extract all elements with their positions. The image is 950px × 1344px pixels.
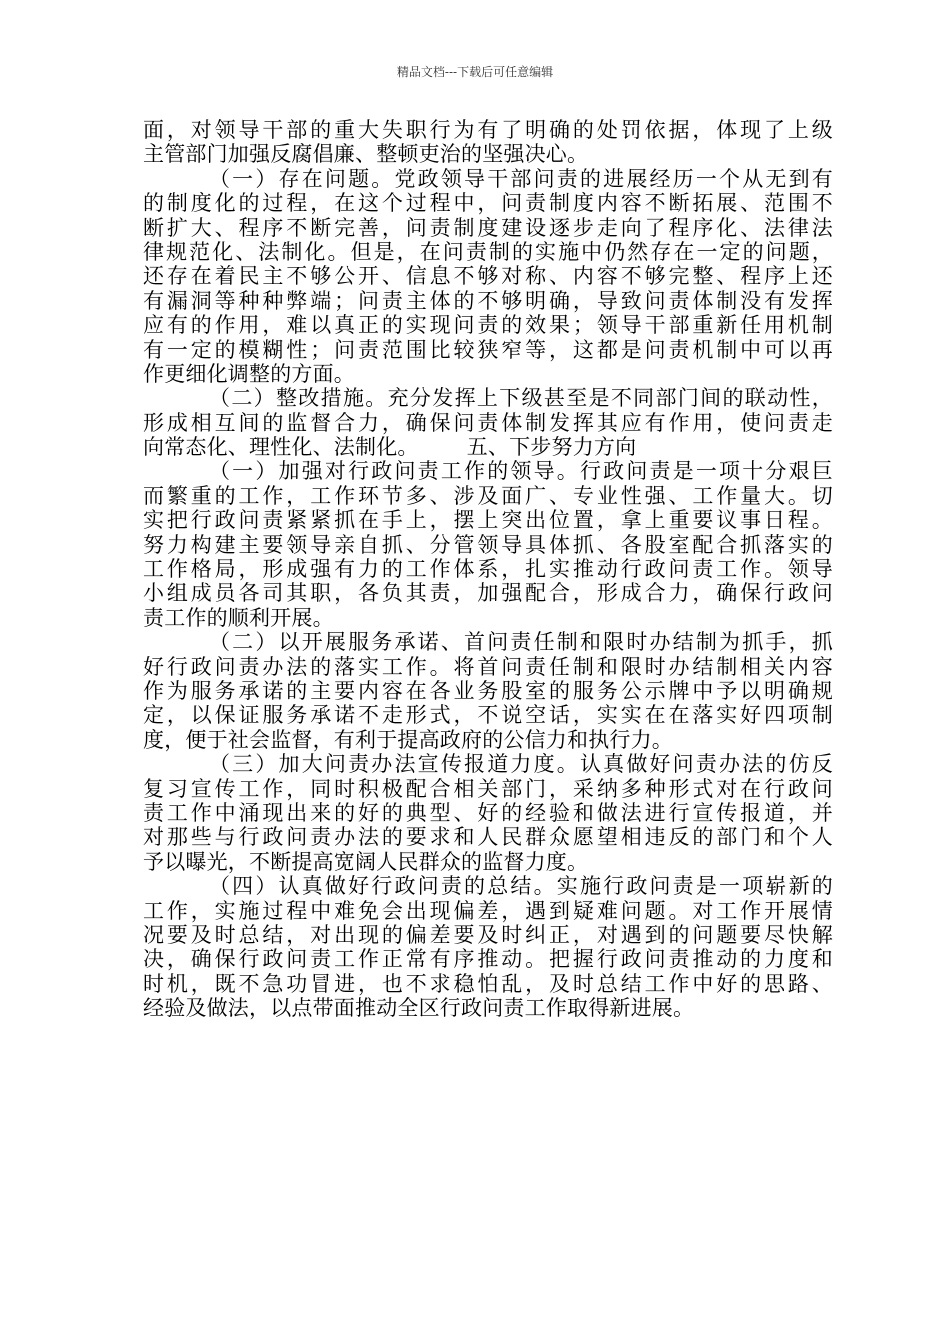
paragraph-start-line: （四）认真做好行政问责的总结。实施行政问责是一项崭新的 — [209, 874, 833, 899]
text-line: 工作，实施过程中难免会出现偏差，遇到疑难问题。对工作开展情 — [143, 898, 833, 923]
text-line: 好行政问责办法的落实工作。将首问责任制和限时办结制相关内容 — [143, 654, 833, 679]
text-line: 努力构建主要领导亲自抓、分管领导具体抓、各股室配合抓落实的 — [143, 532, 833, 557]
text-line: 度，便于社会监督，有利于提高政府的公信力和执行力。 — [143, 727, 673, 752]
text-line: 主管部门加强反腐倡廉、整顿吏治的坚强决心。 — [143, 142, 589, 167]
text-line: 工作格局，形成强有力的工作体系，扎实推动行政问责工作。领导 — [143, 557, 833, 582]
text-line: 复习宣传工作，同时积极配合相关部门，采纳多种形式对在行政问 — [143, 776, 833, 801]
text-line: 面，对领导干部的重大失职行为有了明确的处罚依据，体现了上级 — [143, 118, 833, 142]
text-line: 作更细化调整的方面。 — [143, 361, 355, 386]
text-line: 责工作中涌现出来的好的典型、好的经验和做法进行宣传报道，并 — [143, 800, 833, 825]
paragraph-start-line: （二）以开展服务承诺、首问责任制和限时办结制为抓手，抓 — [209, 630, 833, 655]
text-line: 定，以保证服务承诺不走形式，不说空话，实实在在落实好四项制 — [143, 703, 833, 728]
document-body — [143, 118, 833, 1020]
text-line: 有一定的模糊性；问责范围比较狭窄等，这都是问责机制中可以再 — [143, 337, 833, 362]
text-line: 而繁重的工作，工作环节多、涉及面广、专业性强、工作量大。切 — [143, 483, 833, 508]
text-line: 决，确保行政问责工作正常有序推动。把握行政问责推动的力度和 — [143, 947, 833, 972]
text-line: 时机，既不急功冒进，也不求稳怕乱，及时总结工作中好的思路、 — [143, 971, 833, 996]
text-line: 作为服务承诺的主要内容在各业务股室的服务公示牌中予以明确规 — [143, 678, 833, 703]
text-line: 有漏洞等种种弊端；问责主体的不够明确，导致问责体制没有发挥 — [143, 288, 833, 313]
text-line: 律规范化、法制化。但是，在问责制的实施中仍然存在一定的问题， — [143, 239, 833, 264]
text-line: 对那些与行政问责办法的要求和人民群众愿望相违反的部门和个人 — [143, 825, 833, 850]
paragraph-start-line: （一）加强对行政问责工作的领导。行政问责是一项十分艰巨 — [209, 459, 833, 484]
text-line: 责工作的顺利开展。 — [143, 605, 334, 630]
text-line: 予以曝光，不断提高宽阔人民群众的监督力度。 — [143, 849, 589, 874]
text-line: 况要及时总结，对出现的偏差要及时纠正，对遇到的问题要尽快解 — [143, 922, 833, 947]
text-line: 向常态化、理性化、法制化。 五、下步努力方向 — [143, 435, 637, 460]
text-line: 经验及做法，以点带面推动全区行政问责工作取得新进展。 — [143, 996, 695, 1021]
text-line: 实把行政问责紧紧抓在手上，摆上突出位置，拿上重要议事日程。 — [143, 508, 833, 533]
paragraph-start-line: （二）整改措施。充分发挥上下级甚至是不同部门间的联动性， — [209, 386, 833, 411]
text-line: 形成相互间的监督合力，确保问责体制发挥其应有作用，使问责走 — [143, 410, 833, 435]
text-line: 应有的作用，难以真正的实现问责的效果；领导干部重新任用机制 — [143, 313, 833, 338]
page-header: 精品文档---下载后可任意编辑 — [396, 65, 554, 79]
text-line: 断扩大、程序不断完善，问责制度建设逐步走向了程序化、法律法 — [143, 215, 833, 240]
paragraph-start-line: （一）存在问题。党政领导干部问责的进展经历一个从无到有 — [209, 166, 833, 191]
text-line: 的制度化的过程，在这个过程中，问责制度内容不断拓展、范围不 — [143, 191, 833, 216]
text-line: 还存在着民主不够公开、信息不够对称、内容不够完整、程序上还 — [143, 264, 833, 289]
text-line: 小组成员各司其职，各负其责，加强配合，形成合力，确保行政问 — [143, 581, 833, 606]
paragraph-start-line: （三）加大问责办法宣传报道力度。认真做好问责办法的仿反 — [209, 752, 833, 777]
